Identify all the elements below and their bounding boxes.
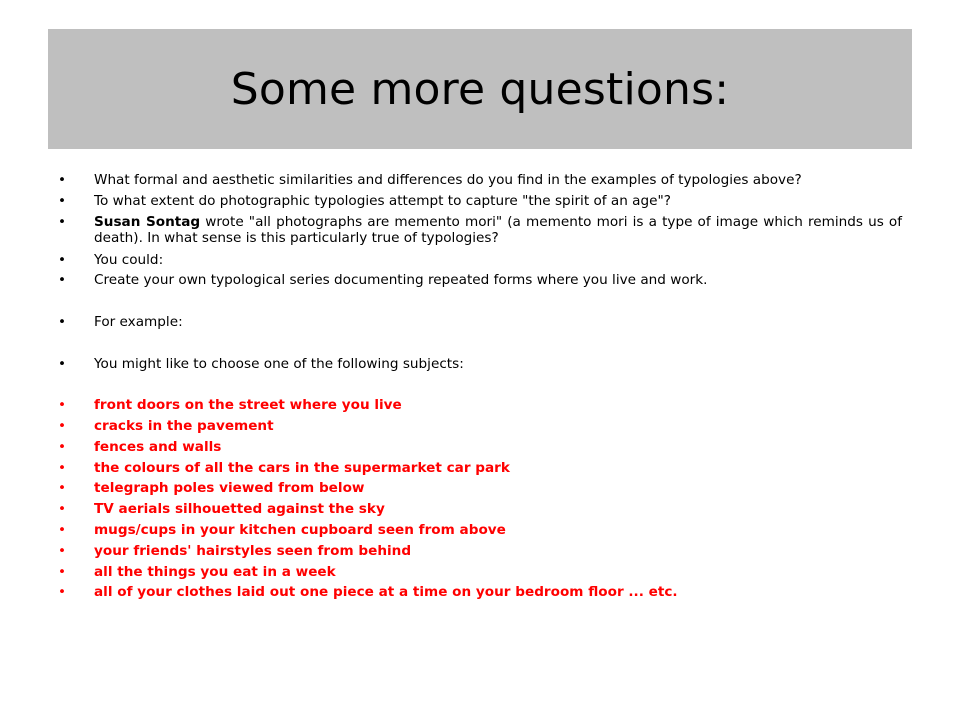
bullet-choose-subject xyxy=(58,356,902,372)
bullet-icon: • xyxy=(58,480,67,496)
bullet-text: What formal and aesthetic similarities and differences do you find in the examples of typologies above? xyxy=(94,172,802,188)
bullet-question-formal xyxy=(58,172,902,188)
subject-item xyxy=(58,522,902,538)
bullet-icon: • xyxy=(58,460,67,476)
slide-title: Some more questions: xyxy=(230,63,730,115)
subject-text: fences and walls xyxy=(94,439,222,455)
bullet-icon: • xyxy=(58,172,67,188)
bullet-icon: • xyxy=(58,584,67,600)
subject-text: telegraph poles viewed from below xyxy=(94,480,365,496)
subject-item xyxy=(58,584,902,600)
author-name: Susan Sontag xyxy=(94,214,201,230)
title-banner xyxy=(48,29,912,149)
bullet-text: To what extent do photographic typologies attempt to capture "the spirit of an age"? xyxy=(94,193,671,209)
bullet-text: For example: xyxy=(94,314,183,330)
bullet-icon: • xyxy=(58,522,67,538)
subject-text: all of your clothes laid out one piece at a time on your bedroom floor ... etc. xyxy=(94,584,678,600)
subject-text: all the things you eat in a week xyxy=(94,564,336,580)
subject-text: cracks in the pavement xyxy=(94,418,274,434)
subject-item xyxy=(58,480,902,496)
subject-item xyxy=(58,543,902,559)
subject-item xyxy=(58,418,902,434)
bullet-you-could xyxy=(58,252,902,268)
bullet-icon: • xyxy=(58,214,67,230)
bullet-for-example xyxy=(58,314,902,330)
bullet-icon: • xyxy=(58,418,67,434)
bullet-icon: • xyxy=(58,543,67,559)
subject-item xyxy=(58,397,902,413)
subject-text: mugs/cups in your kitchen cupboard seen from above xyxy=(94,522,506,538)
bullet-text: You could: xyxy=(94,252,164,268)
subject-text: the colours of all the cars in the supermarket car park xyxy=(94,460,510,476)
subject-item xyxy=(58,439,902,455)
bullet-text: You might like to choose one of the following subjects: xyxy=(94,356,464,372)
bullet-icon: • xyxy=(58,397,67,413)
bullet-question-spirit xyxy=(58,193,902,209)
bullet-icon: • xyxy=(58,193,67,209)
bullet-text xyxy=(94,214,902,246)
bullet-text: Create your own typological series documenting repeated forms where you live and work. xyxy=(94,272,708,288)
subject-text: front doors on the street where you live xyxy=(94,397,402,413)
bullet-icon: • xyxy=(58,501,67,517)
bullet-icon: • xyxy=(58,439,67,455)
subject-item xyxy=(58,460,902,476)
bullet-create-series xyxy=(58,272,902,288)
bullet-icon: • xyxy=(58,252,67,268)
sontag-quote-text: wrote "all photographs are memento mori" (a memento mori is a type of image which reminds us of death). In what sense is this particularly true of typologies? xyxy=(94,214,902,246)
bullet-icon: • xyxy=(58,272,67,288)
subject-text: your friends' hairstyles seen from behind xyxy=(94,543,412,559)
bullet-icon: • xyxy=(58,314,67,330)
bullet-icon: • xyxy=(58,564,67,580)
subject-item xyxy=(58,501,902,517)
subject-text: TV aerials silhouetted against the sky xyxy=(94,501,385,517)
bullet-question-sontag xyxy=(58,214,902,246)
bullet-icon: • xyxy=(58,356,67,372)
subject-item xyxy=(58,564,902,580)
